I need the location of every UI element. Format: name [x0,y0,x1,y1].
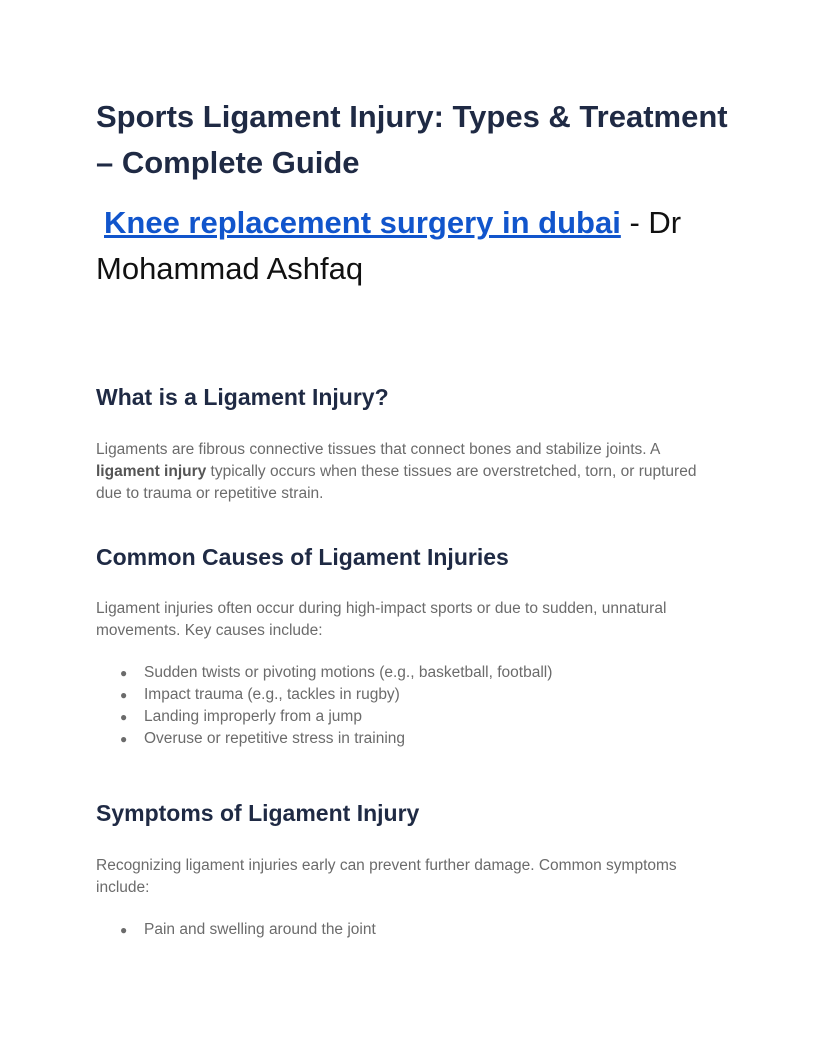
list-item-text: Landing improperly from a jump [144,708,362,725]
symptoms-list [96,919,716,941]
list-item [96,662,716,684]
bullet-icon: ● [120,688,128,702]
paragraph-text: Ligaments are fibrous connective tissues that connect bones and stabilize joints. A [96,441,660,458]
subtitle-suffix: - Dr Mohammad Ashfaq [96,205,682,286]
section-heading-what-is: What is a Ligament Injury? [96,384,389,410]
list-item-text: Overuse or repetitive stress in training [144,730,406,747]
page-title: Sports Ligament Injury: Types & Treatment – Complete Guide [96,99,728,180]
bullet-icon: ● [120,666,128,680]
paragraph-text: typically occurs when these tissues are overstretched, torn, or ruptured due to trauma or repetitive strain. [96,463,697,502]
section-paragraph-what-is [96,439,716,505]
section-heading-symptoms: Symptoms of Ligament Injury [96,800,420,826]
bullet-icon: ● [120,732,128,746]
section-paragraph-symptoms: Recognizing ligament injuries early can prevent further damage. Common symptoms include: [96,857,677,896]
paragraph-bold-text: ligament injury [96,463,207,480]
list-item [96,728,716,750]
section-paragraph-causes: Ligament injuries often occur during high-impact sports or due to sudden, unnatural movements. Key causes include: [96,600,667,639]
list-item-text: Pain and swelling around the joint [144,921,376,938]
bullet-icon: ● [120,923,128,937]
causes-list [96,662,716,750]
list-item-text: Impact trauma (e.g., tackles in rugby) [144,686,400,703]
section-heading-causes: Common Causes of Ligament Injuries [96,544,509,570]
list-item [96,919,716,941]
list-item [96,706,716,728]
list-item [96,684,716,706]
knee-replacement-link[interactable]: Knee replacement surgery in dubai [104,205,621,240]
list-item-text: Sudden twists or pivoting motions (e.g., basketball, football) [144,664,553,681]
bullet-icon: ● [120,710,128,724]
subtitle [96,200,736,292]
